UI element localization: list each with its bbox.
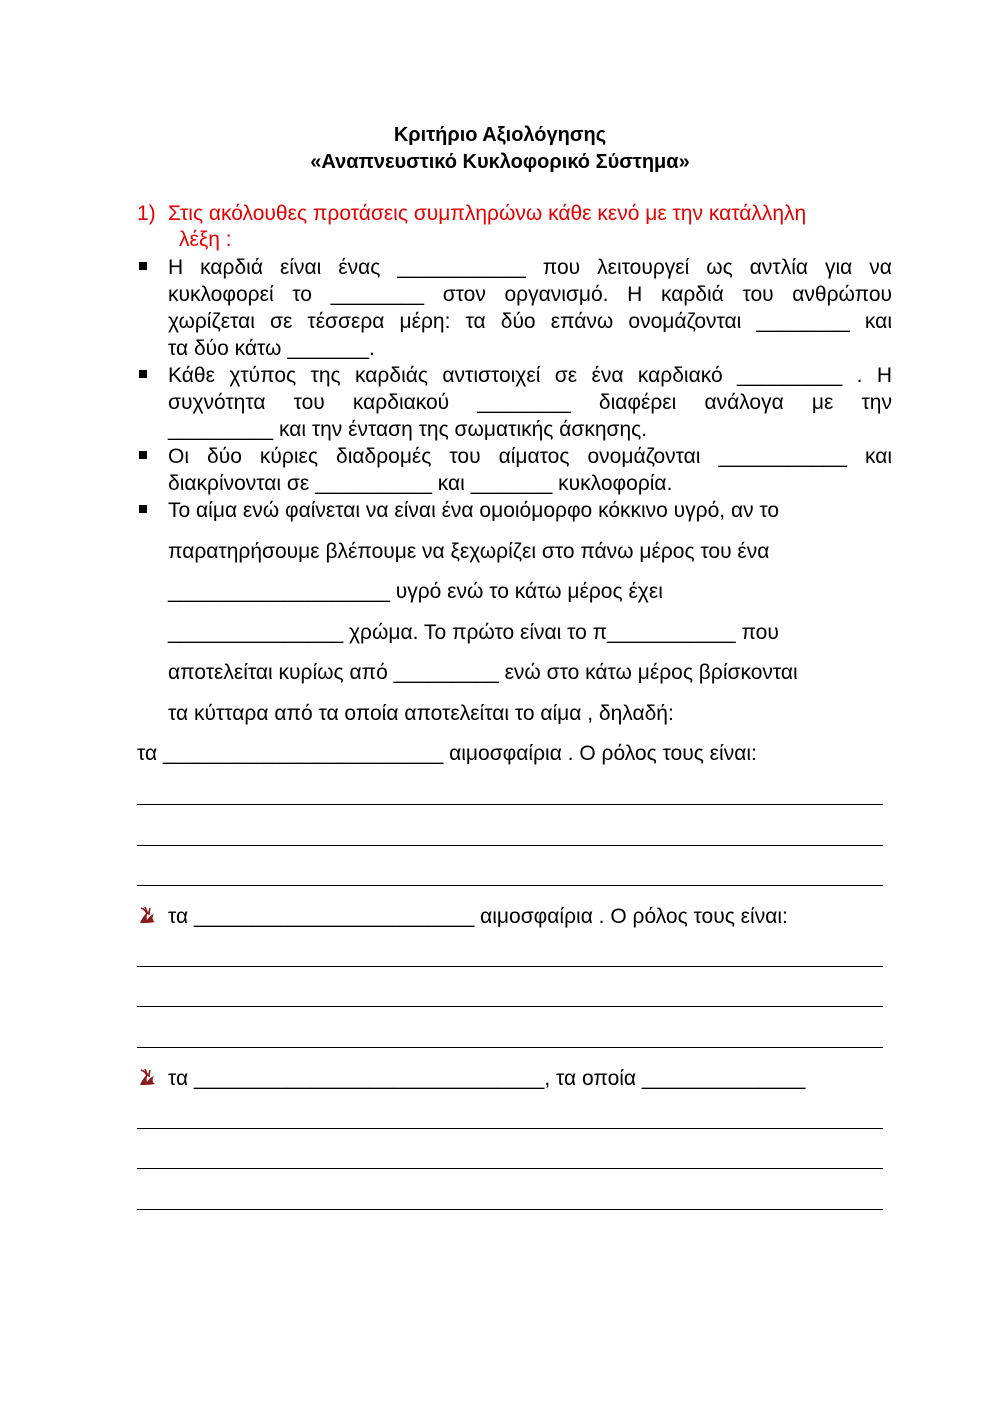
paragraph-heart-line-2: κυκλοφορεί το ________ στον οργανισμό. Η καρδιά του ανθρώπου: [168, 283, 892, 306]
word: ως: [706, 256, 733, 279]
paragraph-circulation-line-2: διακρίνονται σε __________ και _______ κυκλοφορία.: [168, 472, 673, 495]
paragraph-heart-line-4: τα δύο κάτω _______.: [168, 337, 375, 360]
paragraph-blood-line-6: τα κύτταρα από τα οποία αποτελείται το αίμα , δηλαδή:: [168, 702, 674, 725]
word: για: [824, 256, 853, 279]
paragraph-heart: [168, 254, 892, 362]
word: καρδιά: [200, 256, 263, 279]
paragraph-circulation-line-1: Οι δύο κύριες διαδρομές του αίματος ονομάζονται ___________ και: [168, 445, 892, 468]
word: αντλία: [749, 256, 809, 279]
page-title: Κριτήριο Αξιολόγησης: [393, 124, 607, 146]
question-instruction: [168, 201, 892, 253]
leaf-bullet-icon: [137, 1066, 159, 1088]
instruction-line-2: λέξη :: [179, 228, 232, 251]
paragraph-blood-line-3: ___________________ υγρό ενώ το κάτω μέρος έχει: [168, 580, 663, 603]
square-bullet-icon: [139, 451, 147, 459]
word: με: [811, 391, 834, 414]
square-bullet-icon: [139, 262, 147, 270]
answer-line[interactable]: [137, 1209, 883, 1210]
paragraph-blood-line-5: αποτελείται κυρίως από _________ ενώ στο κάτω μέρος βρίσκονται: [168, 661, 798, 684]
answer-line[interactable]: [137, 804, 883, 805]
answer-line[interactable]: [137, 1006, 883, 1007]
square-bullet-icon: [139, 505, 147, 513]
section-c-prompt: τα ______________________________, τα οποία ______________: [168, 1067, 806, 1090]
question-number: 1): [137, 202, 156, 225]
paragraph-blood-line-1: Το αίμα ενώ φαίνεται να είναι ένα ομοιόμορφο κόκκινο υγρό, αν το: [168, 499, 780, 522]
instruction-line-1: Στις ακόλουθες προτάσεις συμπληρώνω κάθε κενό με την κατάλληλη: [168, 202, 807, 225]
blank-field[interactable]: ___________: [397, 256, 526, 279]
section-a-prompt: τα ________________________ αιμοσφαίρια . Ο ρόλος τους είναι:: [137, 742, 757, 765]
word: ανάλογα: [704, 391, 784, 414]
paragraph-heartbeat-line-2: [168, 389, 892, 416]
page-subtitle: «Αναπνευστικό Κυκλοφορικό Σύστημα»: [310, 151, 690, 173]
square-bullet-icon: [139, 370, 147, 378]
answer-line[interactable]: [137, 966, 883, 967]
paragraph-heartbeat: [168, 362, 892, 443]
answer-line[interactable]: [137, 1168, 883, 1169]
word: καρδιακού: [352, 391, 450, 414]
paragraph-circulation: [168, 443, 892, 497]
word: συχνότητα: [168, 391, 266, 414]
leaf-bullet-icon: [137, 904, 159, 926]
word: να: [869, 256, 892, 279]
paragraph-heartbeat-line-1: Κάθε χτύπος της καρδιάς αντιστοιχεί σε ένα καρδιακό _________ . Η: [168, 364, 892, 387]
answer-line[interactable]: [137, 845, 883, 846]
paragraph-blood-line-4: _______________ χρώμα. Το πρώτο είναι το π___________ που: [168, 621, 779, 644]
word: ένας: [338, 256, 381, 279]
word: του: [293, 391, 325, 414]
word: που: [542, 256, 581, 279]
word: λειτουργεί: [597, 256, 690, 279]
word: είναι: [279, 256, 322, 279]
word: διαφέρει: [598, 391, 677, 414]
answer-line[interactable]: [137, 1128, 883, 1129]
answer-line[interactable]: [137, 885, 883, 886]
paragraph-blood: [168, 497, 892, 727]
section-b-prompt: τα ________________________ αιμοσφαίρια . Ο ρόλος τους είναι:: [168, 905, 788, 928]
paragraph-heart-line-1: [168, 254, 892, 281]
word: Η: [168, 256, 184, 279]
answer-line[interactable]: [137, 1047, 883, 1048]
paragraph-blood-line-2: παρατηρήσουμε βλέπουμε να ξεχωρίζει στο πάνω μέρος του ένα: [168, 540, 770, 563]
word: την: [861, 391, 892, 414]
paragraph-heart-line-3: χωρίζεται σε τέσσερα μέρη: τα δύο επάνω ονομάζονται ________ και: [168, 310, 892, 333]
blank-field[interactable]: ________: [477, 391, 571, 414]
paragraph-heartbeat-line-3: _________ και την ένταση της σωματικής άσκησης.: [168, 418, 648, 441]
